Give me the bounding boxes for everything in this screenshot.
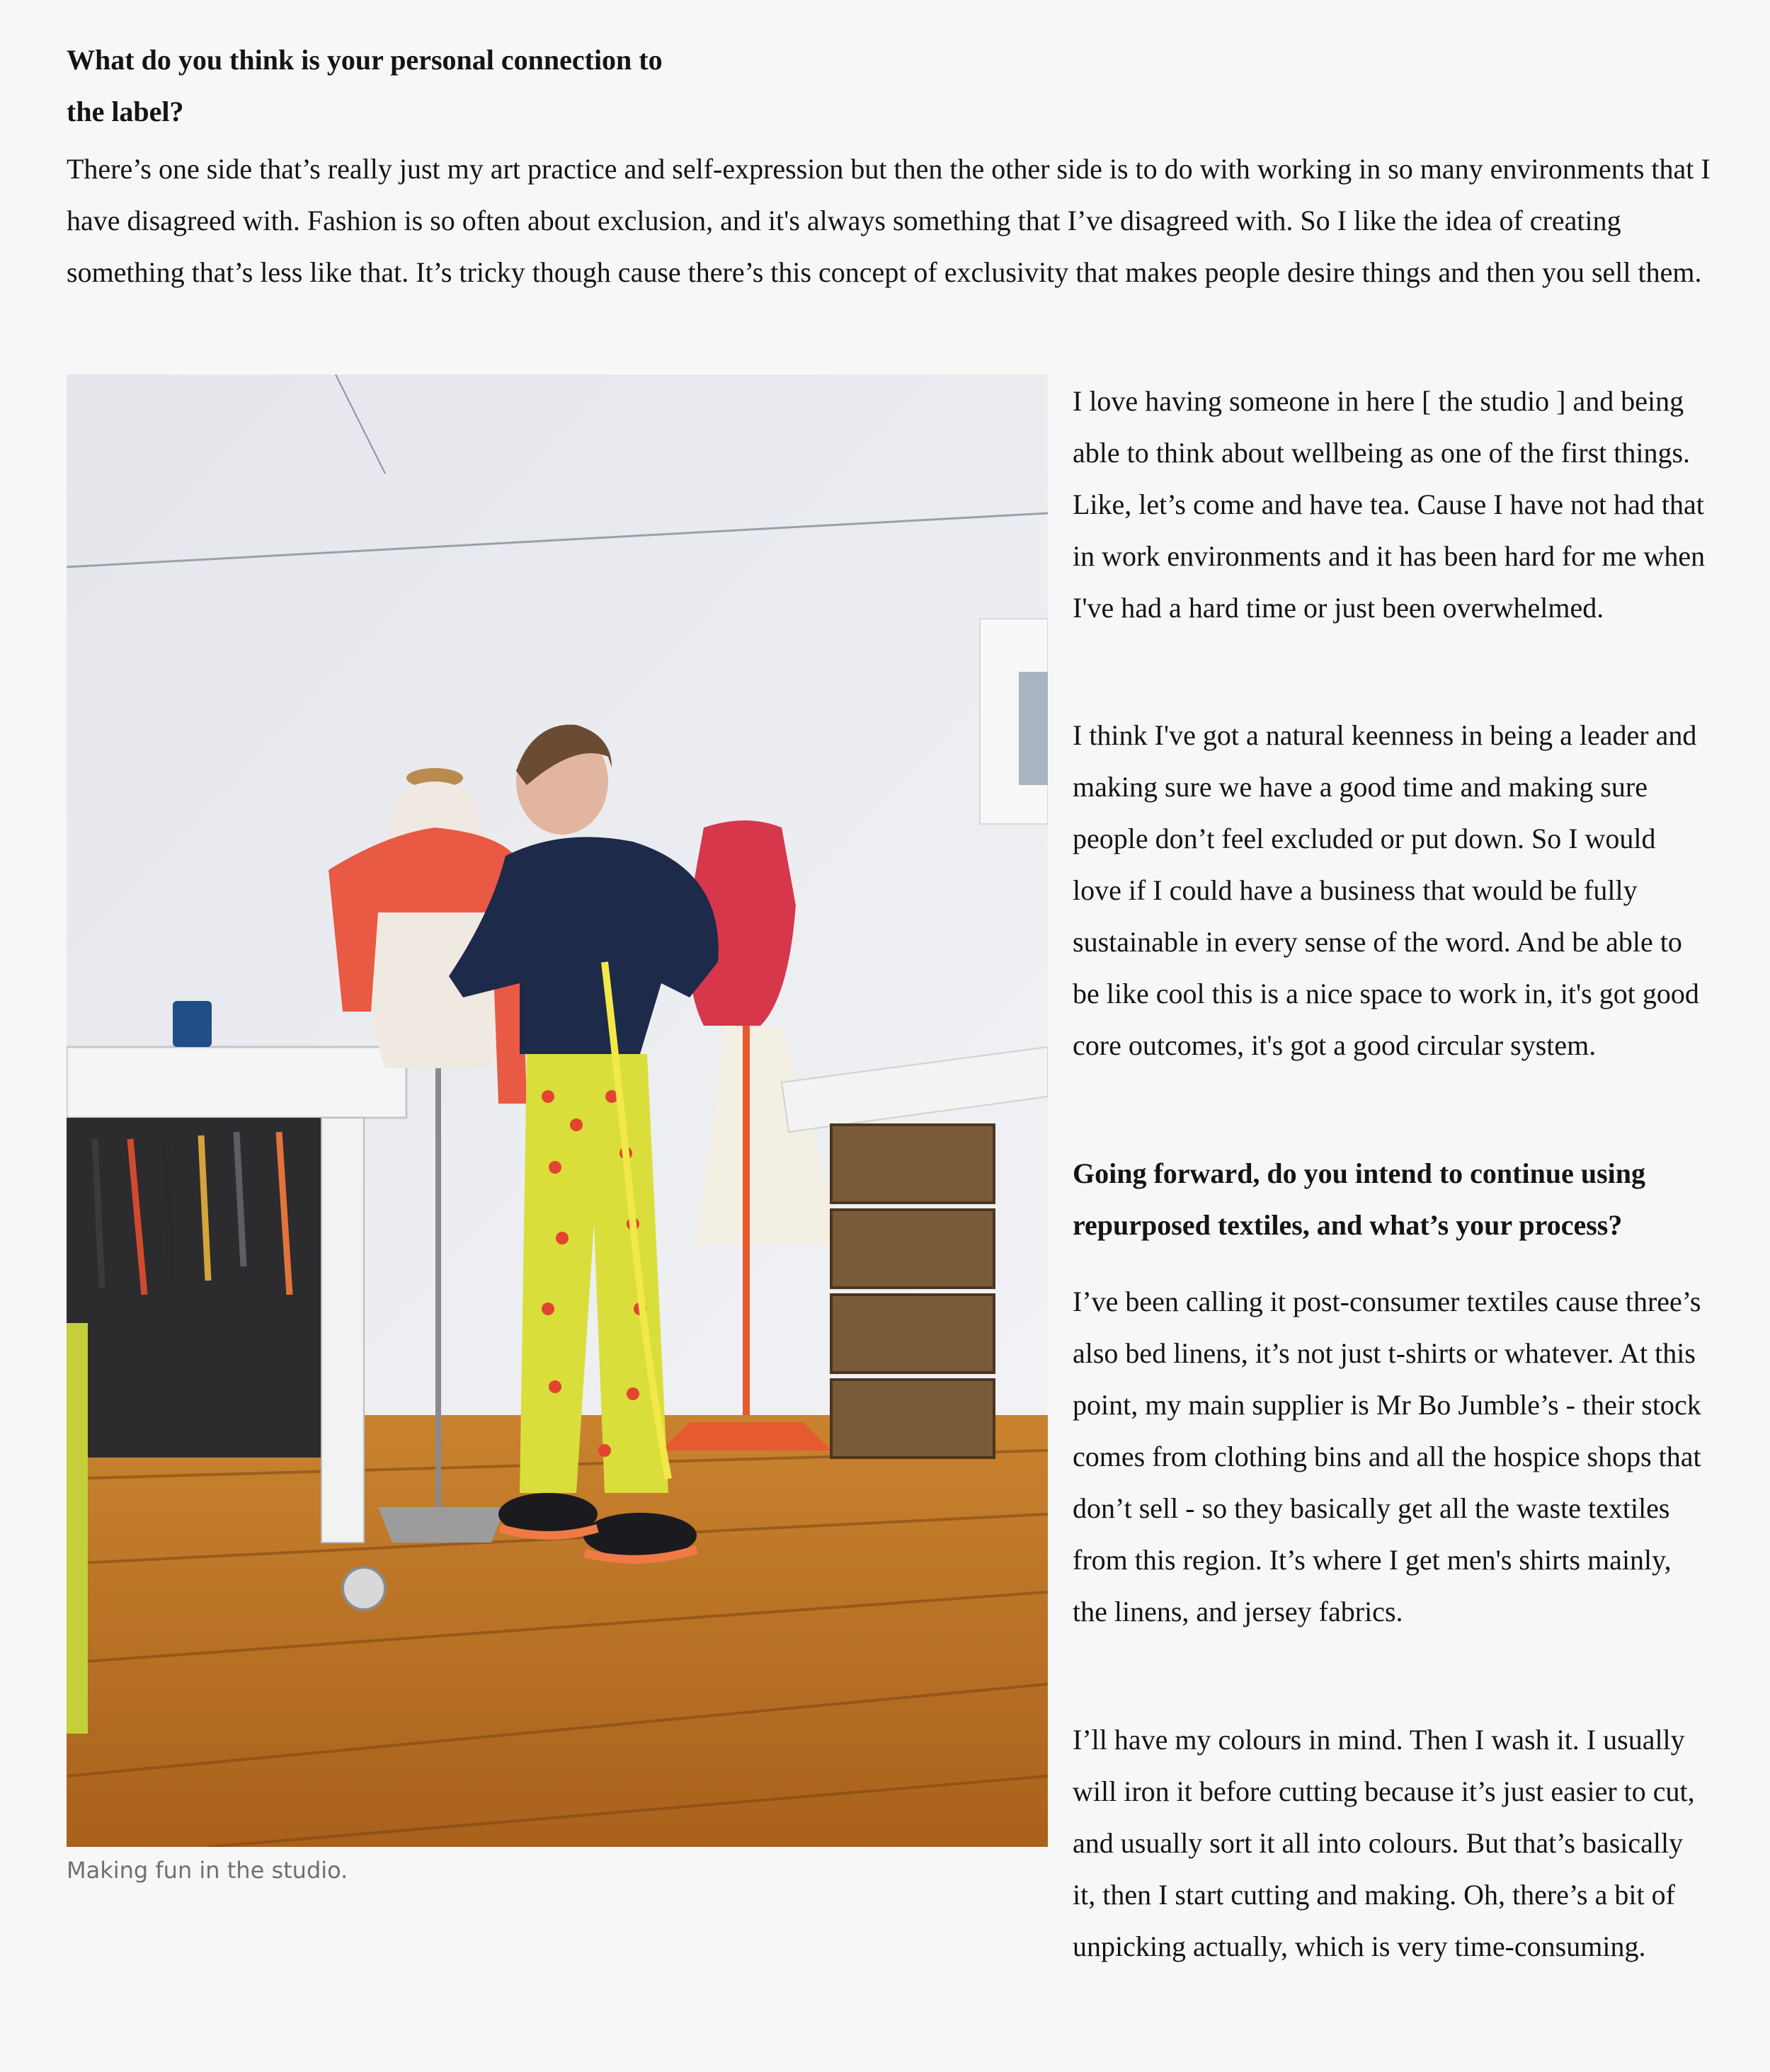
body-paragraph-leadership: I think I've got a natural keenness in being a leader and making sure we have a good time and making sure people don’t feel excluded or put down. So I would love if I could have a business that would be fully sustainable in every sense of the word. And be able to be like cool this is a nice space to work in, it's got good core outcomes, it's got a good circular system. — [1073, 719, 1699, 1061]
answer-paragraph-personal-connection: There’s one side that’s really just my art practice and self-expression but then the other side is to do with working in so many environments that I have disagreed with. Fashion is so often about exclusion, and it's always something that I’ve disagreed with. So I like the idea of creating something that’s less like that. It’s tricky though cause there’s this concept of exclusivity that makes people desire things and then you sell them. — [67, 153, 1711, 288]
body-paragraph-wellbeing: I love having someone in here [ the studio ] and being able to think about wellbeing as one of the first things. Like, let’s come and have tea. Cause I have not had that in work environments and it has been hard for me when I've had a hard time or just been overwhelmed. — [1073, 385, 1706, 624]
question-heading-repurposed-textiles: Going forward, do you intend to continue using repurposed textiles, and what’s your process? — [1073, 1157, 1646, 1241]
photo-caption: Making fun in the studio. — [67, 1857, 348, 1884]
question-heading-personal-connection: What do you think is your personal connection to the label? — [67, 44, 663, 127]
studio-photo — [67, 374, 1048, 1847]
body-paragraph-process: I’ll have my colours in mind. Then I wash it. I usually will iron it before cutting because it’s just easier to cut, and usually sort it all into colours. But that’s basically it, then I start cutting and making. Oh, there’s a bit of unpicking actually, which is very time-consuming. — [1073, 1724, 1695, 1962]
body-paragraph-textiles-supplier: I’ve been calling it post-consumer textiles cause three’s also bed linens, it’s not just t-shirts or whatever. At this point, my main supplier is Mr Bo Jumble’s - their stock comes from clothing bins and all the hospice shops that don’t sell - so they basically get all the waste textiles from this region. It’s where I get men's shirts mainly, the linens, and jersey fabrics. — [1073, 1286, 1701, 1627]
